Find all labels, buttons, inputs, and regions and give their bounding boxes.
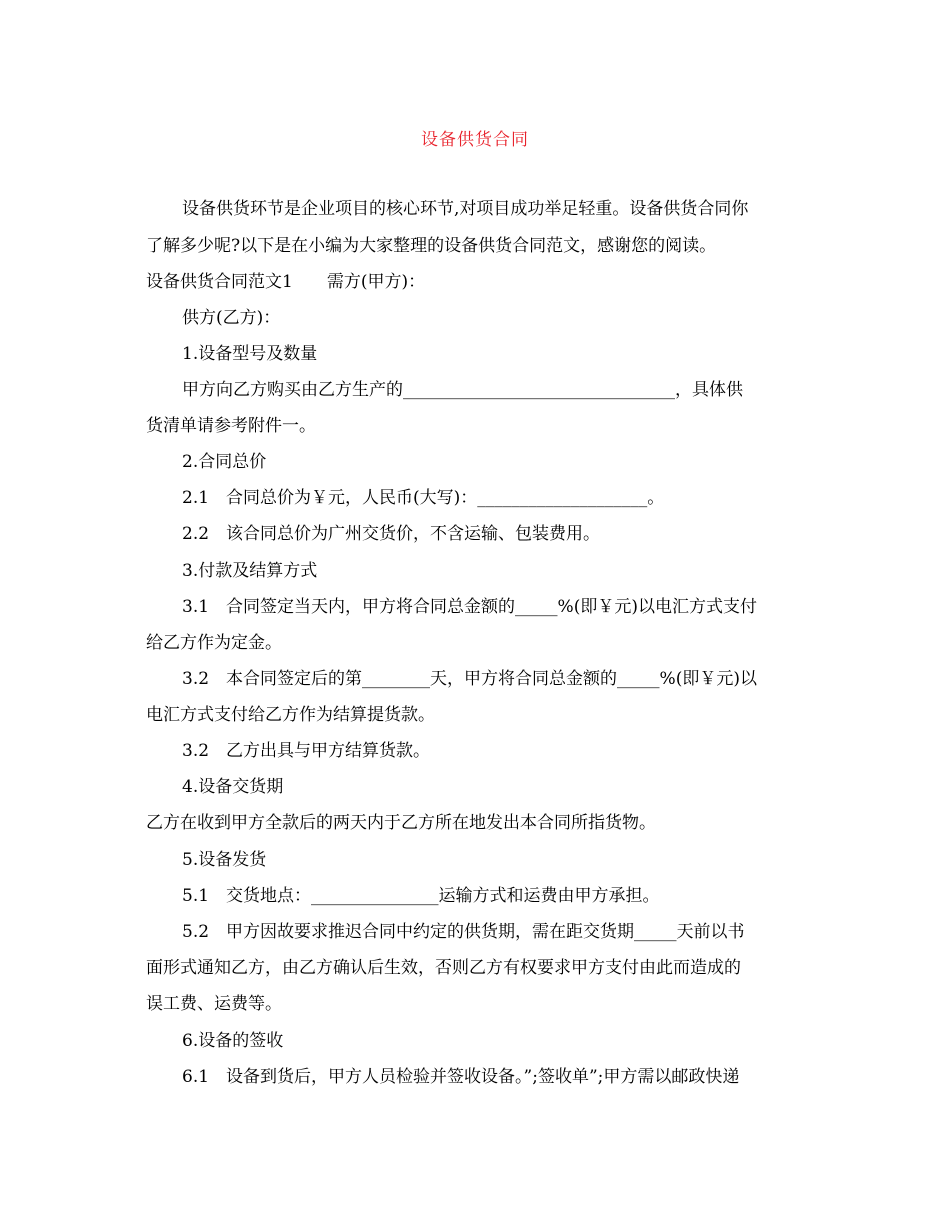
paragraph-line: 设备供货环节是企业项目的核心环节,对项目成功举足轻重。设备供货合同你: [182, 199, 749, 219]
paragraph-line: 乙方在收到甲方全款后的两天内于乙方所在地发出本合同所指货物。: [146, 813, 656, 833]
section-heading: 3.付款及结算方式: [182, 561, 318, 581]
document-title: 设备供货合同: [421, 130, 529, 150]
paragraph-line: 2.1 合同总价为￥元，人民币(大写)：____________________。: [182, 488, 665, 508]
section-heading: 1.设备型号及数量: [182, 344, 318, 364]
paragraph-line: 面形式通知乙方，由乙方确认后生效，否则乙方有权要求甲方支付由此而造成的: [146, 958, 741, 978]
paragraph-line: 5.1 交货地点：_______________运输方式和运费由甲方承担。: [182, 886, 660, 906]
paragraph-line: 货清单请参考附件一。: [146, 416, 316, 436]
paragraph-line: 3.1 合同签定当天内，甲方将合同总金额的_____%(即￥元)以电汇方式支付: [182, 597, 757, 617]
paragraph-line: 5.2 甲方因故要求推迟合同中约定的供货期，需在距交货期_____天前以书: [182, 922, 745, 942]
paragraph-line: 了解多少呢?以下是在小编为大家整理的设备供货合同范文，感谢您的阅读。: [146, 236, 717, 256]
paragraph-line: 3.2 本合同签定后的第________天，甲方将合同总金额的_____%(即￥元)以: [182, 669, 757, 689]
section-heading: 2.合同总价: [182, 452, 267, 472]
paragraph-line: 设备供货合同范文1 需方(甲方)：: [146, 272, 426, 292]
paragraph-line: 6.1 设备到货后，甲方人员检验并签收设备。”;签收单”;甲方需以邮政快递: [182, 1067, 740, 1087]
paragraph-line: 供方(乙方)：: [182, 308, 281, 328]
paragraph-line: 甲方向乙方购买由乙方生产的________________________________，具体供: [182, 380, 743, 400]
paragraph-line: 3.2 乙方出具与甲方结算货款。: [182, 741, 431, 761]
section-heading: 5.设备发货: [182, 850, 267, 870]
paragraph-line: 给乙方作为定金。: [146, 633, 282, 653]
section-heading: 4.设备交货期: [182, 777, 284, 797]
paragraph-line: 2.2 该合同总价为广州交货价，不含运输、包装费用。: [182, 524, 601, 544]
paragraph-line: 电汇方式支付给乙方作为结算提货款。: [146, 705, 435, 725]
paragraph-line: 误工费、运费等。: [146, 994, 282, 1014]
section-heading: 6.设备的签收: [182, 1031, 284, 1051]
